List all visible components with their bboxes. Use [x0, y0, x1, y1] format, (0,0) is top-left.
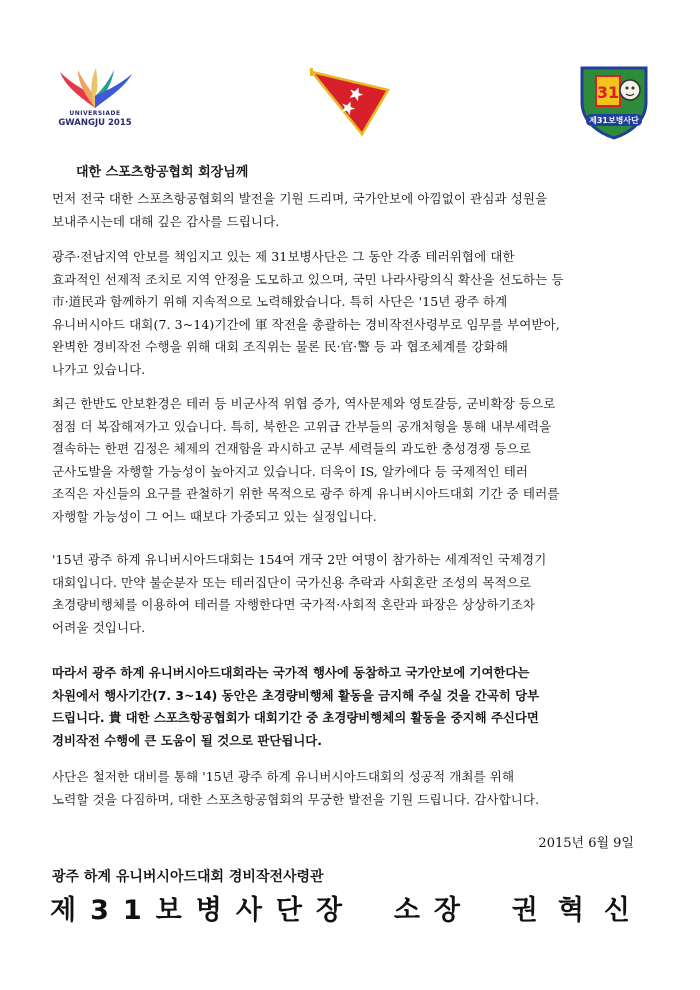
paragraph-line: 효과적인 선제적 조치로 지역 안정을 도모하고 있으며, 국민 나라사랑의식 확산을 선도하는 등: [52, 271, 564, 287]
division-badge-logo: [576, 62, 652, 140]
letter-date: 2015년 6월 9일: [538, 836, 634, 851]
paragraph-line: 자행할 가능성이 그 어느 때보다 가중되고 있는 실정입니다.: [52, 508, 377, 524]
paragraph-line: 유니버시아드 대회(7. 3~14)기간에 軍 작전을 총괄하는 경비작전사령부로 임무를 부여받아,: [52, 316, 560, 332]
salutation: 대한 스포츠항공협회 회장님께: [76, 165, 249, 180]
paragraph-line: 점점 더 복잡해져가고 있습니다. 특히, 북한은 고위급 간부들의 공개처형을 통해 내부세력을: [52, 418, 552, 434]
svg-text:31: 31: [596, 83, 620, 102]
signature-position: 제31보병사단장: [50, 895, 357, 926]
paragraph-line: 초경량비행체를 이용하여 테러를 자행한다면 국가적·사회적 혼란과 파장은 상상하기조차: [52, 597, 536, 612]
paragraph-2: [52, 246, 650, 381]
division-badge-text: 제31보병사단: [589, 116, 639, 125]
paragraph-1: [52, 188, 650, 233]
paragraph-line: 경비작전 수행에 큰 도움이 될 것으로 판단됩니다.: [52, 732, 322, 748]
paragraph-line: 군사도발을 자행할 가능성이 높아지고 있습니다. 더욱이 IS, 알카에다 등 국제적인 테러: [52, 463, 529, 479]
paragraph-6: [52, 766, 650, 811]
flag-icon: [306, 62, 396, 138]
commander-flag-logo: [306, 62, 396, 138]
paragraph-line: 사단은 철저한 대비를 통해 '15년 광주 하계 유니버시아드대회의 성공적 개최를 위해: [52, 769, 515, 784]
paragraph-line: 드립니다. 貴 대한 스포츠항공협회가 대회기간 중 초경량비행체의 활동을 중지해 주신다면: [52, 710, 539, 726]
paragraph-line: 결속하는 한편 김정은 체제의 건재함을 과시하고 군부 세력들의 과도한 충성경쟁 등으로: [52, 441, 532, 456]
universiade-logo: [52, 66, 138, 138]
universiade-logo-line2: GWANGJU 2015: [58, 118, 132, 128]
paragraph-line: 먼저 전국 대한 스포츠항공협회의 발전을 기원 드리며, 국가안보에 아낌없이 관심과 성원을: [52, 191, 548, 206]
paragraph-line: 차원에서 행사기간(7. 3~14) 동안은 초경량비행체 활동을 금지해 주실 것을 간곡히 당부: [52, 687, 540, 703]
paragraph-line: 市·道民과 함께하기 위해 지속적으로 노력해왔습니다. 특히 사단은 '15년 광주 하계: [52, 294, 508, 309]
paragraph-line: 노력할 것을 다짐하며, 대한 스포츠항공협회의 무궁한 발전을 기원 드립니다. 감사합니다.: [52, 791, 540, 807]
paragraph-4: [52, 549, 650, 639]
paragraph-line: 나가고 있습니다.: [52, 361, 146, 377]
paragraph-line: 대회입니다. 만약 불순분자 또는 테러집단이 국가신용 추락과 사회혼란 조성의 목적으로: [52, 574, 532, 590]
paragraph-line: 최근 한반도 안보환경은 테러 등 비군사적 위협 증가, 역사문제와 영토갈등, 군비확장 등으로: [52, 396, 556, 411]
paragraph-line: '15년 광주 하계 유니버시아드대회는 154여 개국 2만 여명이 참가하는 세계적인 국제경기: [52, 552, 547, 567]
paragraph-line: 따라서 광주 하계 유니버시아드대회라는 국가적 행사에 동참하고 국가안보에 기여한다는: [52, 665, 530, 680]
paragraph-line: 완벽한 경비작전 수행을 위해 대회 조직위는 물론 民·官·警 등 과 협조체계를 강화해: [52, 339, 509, 354]
paragraph-line: 보내주시는데 대해 깊은 감사를 드립니다.: [52, 213, 280, 229]
signature-name: 권혁신: [511, 895, 650, 926]
paragraph-3: [52, 393, 650, 528]
signature-rank: 소장: [393, 895, 474, 926]
universiade-flame-icon: [52, 66, 138, 112]
universiade-logo-line1: UNIVERSIADE: [69, 110, 121, 117]
signature-block: [50, 888, 650, 927]
division-shield-icon: [576, 62, 652, 140]
paragraph-line: 어려울 것입니다.: [52, 619, 146, 635]
signature-organization: 광주 하계 유니버시아드대회 경비작전사령관: [52, 869, 324, 885]
paragraph-line: 조직은 자신들의 요구를 관철하기 위한 목적으로 광주 하계 유니버시아드대회 기간 중 테러를: [52, 486, 560, 501]
paragraph-5-bold-request: [52, 662, 650, 752]
paragraph-line: 광주·전남지역 안보를 책임지고 있는 제 31보병사단은 그 동안 각종 테러위협에 대한: [52, 249, 515, 264]
